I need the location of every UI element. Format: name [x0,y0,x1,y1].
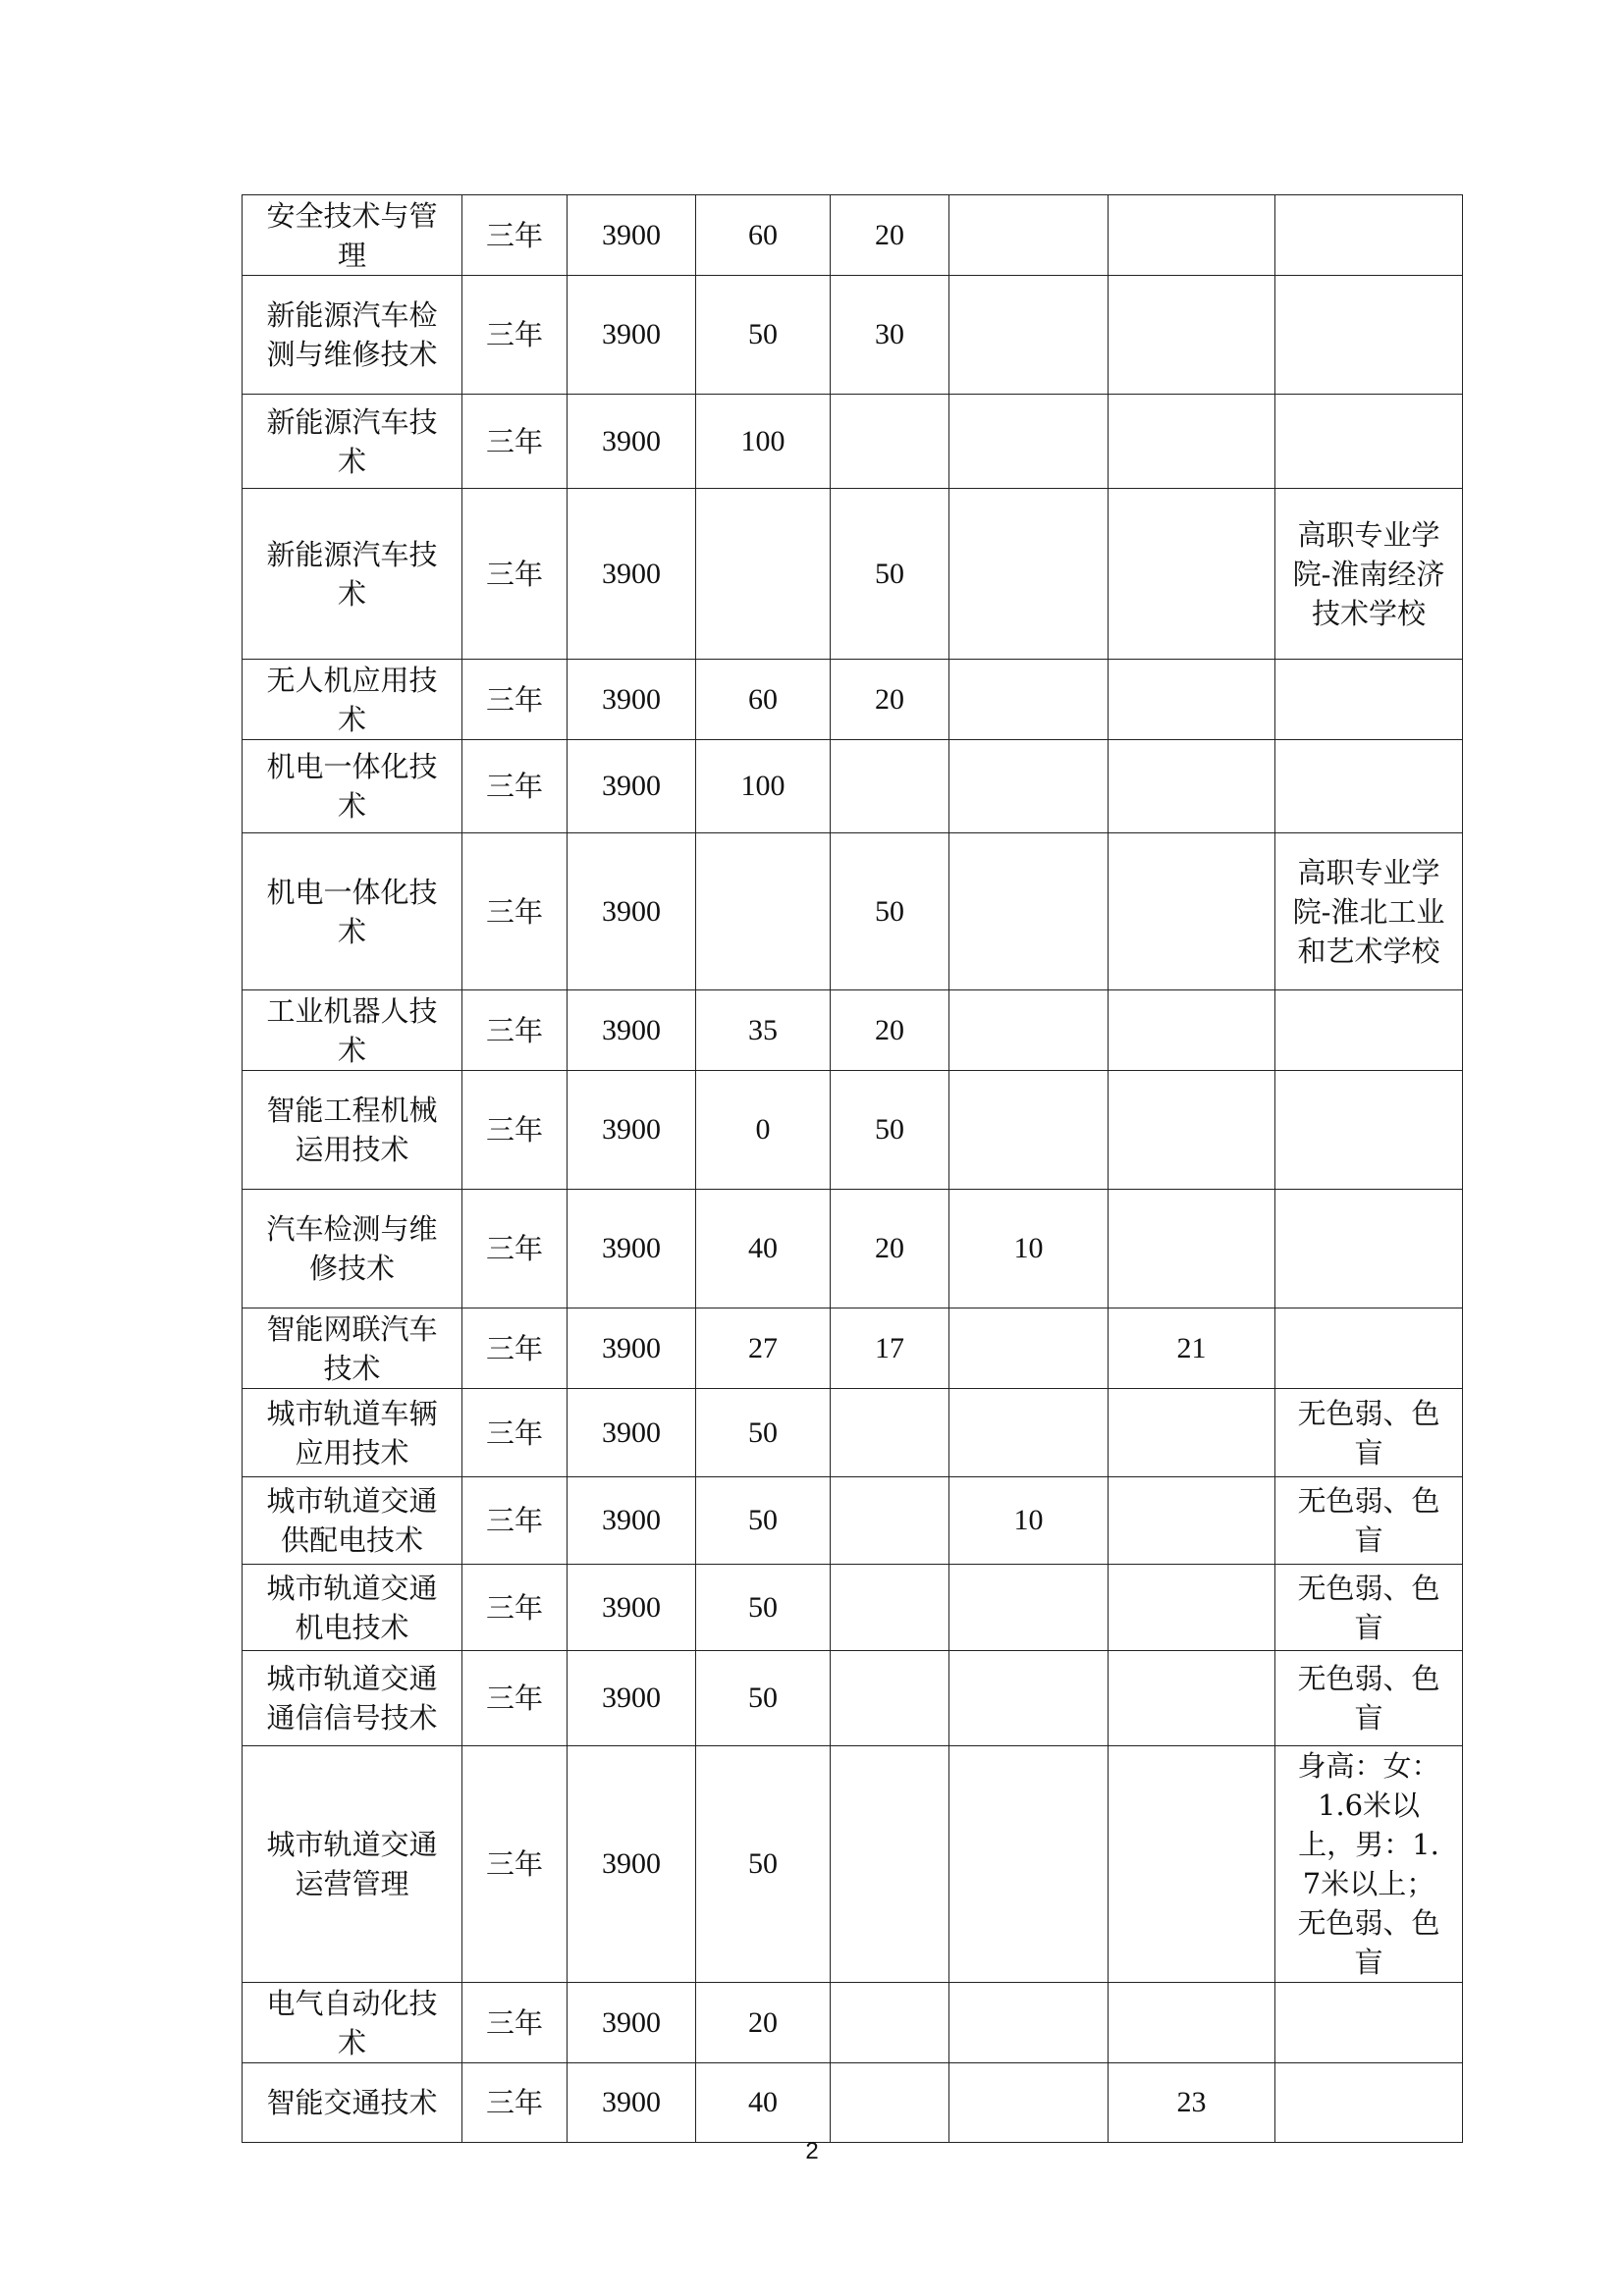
remark-cell: 身高：女：1.6米以上，男：1.7米以上；无色弱、色盲 [1275,1746,1463,1983]
table-row [243,1746,1463,1983]
duration-cell: 三年 [462,2063,568,2143]
quota-col7-cell [1109,1565,1275,1651]
quota-col6-cell [949,1651,1109,1746]
major-name-cell: 智能工程机械运用技术 [243,1071,462,1190]
remark-cell [1275,276,1463,395]
tuition-cell: 3900 [568,1983,696,2063]
quota-col7-cell [1109,1983,1275,2063]
remark-cell: 无色弱、色盲 [1275,1477,1463,1565]
remark-cell [1275,990,1463,1071]
table-row [243,489,1463,660]
table-row [243,1651,1463,1746]
quota-col6-cell [949,1071,1109,1190]
quota-col7-cell [1109,1746,1275,1983]
quota-col5-cell [831,1389,949,1477]
table-row [243,740,1463,833]
quota-col5-cell: 20 [831,990,949,1071]
quota-col6-cell [949,1565,1109,1651]
remark-cell: 高职专业学院-淮南经济技术学校 [1275,489,1463,660]
duration-cell: 三年 [462,833,568,990]
table-row [243,833,1463,990]
quota-col7-cell [1109,1071,1275,1190]
tuition-cell: 3900 [568,1565,696,1651]
duration-cell: 三年 [462,1651,568,1746]
quota-col5-cell [831,740,949,833]
major-name-cell: 城市轨道交通供配电技术 [243,1477,462,1565]
table-row [243,2063,1463,2143]
quota-col7-cell [1109,195,1275,276]
quota-col5-cell [831,1983,949,2063]
quota-col6-cell [949,740,1109,833]
enrollment-plan-table [242,194,1463,2143]
quota-col7-cell [1109,1477,1275,1565]
remark-cell [1275,1071,1463,1190]
major-name-cell: 汽车检测与维修技术 [243,1190,462,1308]
remark-cell: 无色弱、色盲 [1275,1389,1463,1477]
quota-col4-cell: 40 [696,1190,831,1308]
table-body [243,195,1463,2143]
tuition-cell: 3900 [568,1477,696,1565]
duration-cell: 三年 [462,660,568,740]
major-name-cell: 新能源汽车技术 [243,489,462,660]
tuition-cell: 3900 [568,1190,696,1308]
quota-col4-cell: 50 [696,1565,831,1651]
quota-col7-cell [1109,395,1275,489]
duration-cell: 三年 [462,1477,568,1565]
table-row [243,1071,1463,1190]
tuition-cell: 3900 [568,195,696,276]
quota-col5-cell [831,1746,949,1983]
quota-col5-cell: 50 [831,833,949,990]
table-row [243,195,1463,276]
quota-col5-cell: 20 [831,195,949,276]
remark-cell [1275,195,1463,276]
quota-col4-cell [696,489,831,660]
major-name-cell: 机电一体化技术 [243,833,462,990]
quota-col6-cell [949,1746,1109,1983]
quota-col4-cell: 40 [696,2063,831,2143]
quota-col5-cell: 30 [831,276,949,395]
major-name-cell: 新能源汽车技术 [243,395,462,489]
quota-col5-cell: 20 [831,660,949,740]
tuition-cell: 3900 [568,1746,696,1983]
major-name-cell: 城市轨道交通通信信号技术 [243,1651,462,1746]
quota-col7-cell: 21 [1109,1308,1275,1389]
remark-cell [1275,1983,1463,2063]
quota-col6-cell [949,1983,1109,2063]
quota-col6-cell [949,395,1109,489]
quota-col7-cell [1109,489,1275,660]
table-row [243,660,1463,740]
quota-col4-cell: 50 [696,1746,831,1983]
quota-col4-cell: 27 [696,1308,831,1389]
duration-cell: 三年 [462,1983,568,2063]
quota-col4-cell: 20 [696,1983,831,2063]
tuition-cell: 3900 [568,276,696,395]
tuition-cell: 3900 [568,833,696,990]
duration-cell: 三年 [462,276,568,395]
page-number: 2 [805,2138,819,2164]
quota-col6-cell [949,195,1109,276]
remark-cell [1275,660,1463,740]
quota-col4-cell: 50 [696,1389,831,1477]
quota-col5-cell: 50 [831,489,949,660]
quota-col4-cell: 50 [696,1477,831,1565]
table-row [243,276,1463,395]
duration-cell: 三年 [462,395,568,489]
quota-col7-cell [1109,660,1275,740]
remark-cell [1275,1308,1463,1389]
major-name-cell: 工业机器人技术 [243,990,462,1071]
table-row [243,395,1463,489]
quota-col6-cell [949,660,1109,740]
remark-cell: 无色弱、色盲 [1275,1565,1463,1651]
quota-col5-cell [831,1477,949,1565]
quota-col6-cell [949,990,1109,1071]
table-row [243,1477,1463,1565]
duration-cell: 三年 [462,1746,568,1983]
duration-cell: 三年 [462,1565,568,1651]
quota-col5-cell [831,395,949,489]
table-row [243,990,1463,1071]
quota-col5-cell: 17 [831,1308,949,1389]
remark-cell [1275,2063,1463,2143]
quota-col7-cell [1109,1190,1275,1308]
quota-col7-cell [1109,833,1275,990]
quota-col5-cell: 50 [831,1071,949,1190]
table-row [243,1190,1463,1308]
tuition-cell: 3900 [568,1071,696,1190]
major-name-cell: 新能源汽车检测与维修技术 [243,276,462,395]
quota-col4-cell: 50 [696,1651,831,1746]
remark-cell [1275,1190,1463,1308]
tuition-cell: 3900 [568,395,696,489]
quota-col7-cell: 23 [1109,2063,1275,2143]
quota-col4-cell: 0 [696,1071,831,1190]
remark-cell [1275,395,1463,489]
quota-col4-cell: 60 [696,195,831,276]
quota-col6-cell [949,1389,1109,1477]
quota-col7-cell [1109,1651,1275,1746]
major-name-cell: 城市轨道车辆应用技术 [243,1389,462,1477]
duration-cell: 三年 [462,740,568,833]
quota-col5-cell [831,1565,949,1651]
duration-cell: 三年 [462,489,568,660]
quota-col6-cell [949,1308,1109,1389]
quota-col6-cell [949,489,1109,660]
table-row [243,1389,1463,1477]
quota-col7-cell [1109,1389,1275,1477]
quota-col4-cell: 100 [696,395,831,489]
duration-cell: 三年 [462,1389,568,1477]
tuition-cell: 3900 [568,1389,696,1477]
quota-col6-cell [949,833,1109,990]
tuition-cell: 3900 [568,489,696,660]
remark-cell [1275,740,1463,833]
major-name-cell: 智能交通技术 [243,2063,462,2143]
quota-col4-cell: 50 [696,276,831,395]
quota-col5-cell: 20 [831,1190,949,1308]
duration-cell: 三年 [462,1071,568,1190]
major-name-cell: 城市轨道交通运营管理 [243,1746,462,1983]
table-row [243,1983,1463,2063]
major-name-cell: 智能网联汽车技术 [243,1308,462,1389]
quota-col4-cell: 100 [696,740,831,833]
quota-col7-cell [1109,740,1275,833]
quota-col5-cell [831,2063,949,2143]
quota-col6-cell: 10 [949,1477,1109,1565]
quota-col4-cell: 60 [696,660,831,740]
major-name-cell: 安全技术与管理 [243,195,462,276]
major-name-cell: 电气自动化技术 [243,1983,462,2063]
tuition-cell: 3900 [568,990,696,1071]
quota-col5-cell [831,1651,949,1746]
quota-col4-cell: 35 [696,990,831,1071]
major-name-cell: 城市轨道交通机电技术 [243,1565,462,1651]
tuition-cell: 3900 [568,740,696,833]
duration-cell: 三年 [462,1190,568,1308]
major-name-cell: 无人机应用技术 [243,660,462,740]
quota-col7-cell [1109,990,1275,1071]
tuition-cell: 3900 [568,1651,696,1746]
quota-col7-cell [1109,276,1275,395]
table-row [243,1308,1463,1389]
duration-cell: 三年 [462,195,568,276]
major-name-cell: 机电一体化技术 [243,740,462,833]
quota-col6-cell [949,2063,1109,2143]
table-row [243,1565,1463,1651]
quota-col6-cell: 10 [949,1190,1109,1308]
duration-cell: 三年 [462,1308,568,1389]
remark-cell: 无色弱、色盲 [1275,1651,1463,1746]
tuition-cell: 3900 [568,2063,696,2143]
quota-col6-cell [949,276,1109,395]
duration-cell: 三年 [462,990,568,1071]
tuition-cell: 3900 [568,660,696,740]
tuition-cell: 3900 [568,1308,696,1389]
quota-col4-cell [696,833,831,990]
remark-cell: 高职专业学院-淮北工业和艺术学校 [1275,833,1463,990]
